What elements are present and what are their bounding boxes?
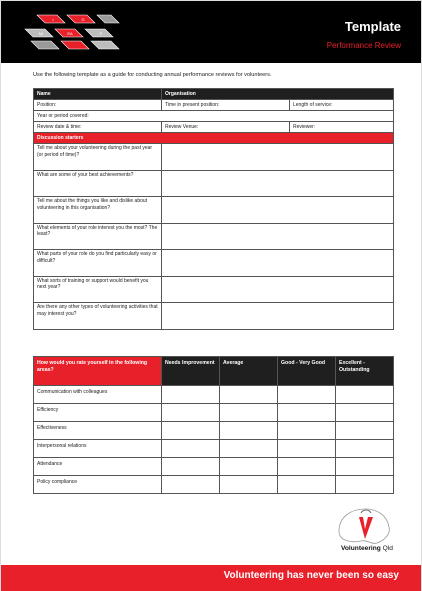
organisation-header[interactable]: Organisation	[162, 89, 394, 100]
header-bar	[1, 1, 421, 63]
question-row	[34, 197, 394, 224]
question-label: Are there any other types of volunteering activities that may interest you?	[34, 303, 162, 330]
rating-area-label: Attendance	[34, 458, 162, 476]
rating-cell[interactable]	[162, 440, 220, 458]
time-in-position-field[interactable]: Time in present position:	[162, 100, 290, 111]
answer-field[interactable]	[162, 250, 394, 277]
rating-cell[interactable]	[220, 440, 278, 458]
rating-cell[interactable]	[336, 476, 394, 494]
good-very-good-header: Good - Very Good	[278, 357, 336, 386]
footer-bar	[1, 565, 421, 591]
excellent-outstanding-header: Excellent - Outstanding	[336, 357, 394, 386]
question-label: What parts of your role do you find particularly easy or difficult?	[34, 250, 162, 277]
question-row	[34, 223, 394, 250]
intro-text: Use the following template as a guide for conducting annual performance reviews for volunteers.	[33, 72, 272, 78]
rating-table	[33, 356, 393, 494]
question-label: What elements of your role interest you the most? The least?	[34, 223, 162, 250]
rating-cell[interactable]	[220, 476, 278, 494]
rating-cell[interactable]	[220, 422, 278, 440]
rating-cell[interactable]	[278, 440, 336, 458]
rating-cell[interactable]	[162, 404, 220, 422]
organisation-logo	[15, 7, 125, 59]
rating-area-label: Efficiency	[34, 404, 162, 422]
rating-cell[interactable]	[278, 458, 336, 476]
rating-cell[interactable]	[162, 476, 220, 494]
answer-field[interactable]	[162, 144, 394, 171]
details-table	[33, 88, 393, 330]
logo-letter: EA	[67, 31, 73, 36]
table-row	[34, 111, 394, 122]
answer-field[interactable]	[162, 197, 394, 224]
logo-letter: I	[52, 17, 54, 22]
rating-cell[interactable]	[278, 476, 336, 494]
rating-cell[interactable]	[336, 386, 394, 404]
logo-letter: G	[81, 17, 85, 22]
length-of-service-field[interactable]: Length of service:	[290, 100, 394, 111]
rating-cell[interactable]	[162, 458, 220, 476]
question-label: What sorts of training or support would benefit you next year?	[34, 276, 162, 303]
rating-cell[interactable]	[278, 422, 336, 440]
rating-cell[interactable]	[162, 386, 220, 404]
year-covered-field[interactable]: Year or period covered:	[34, 111, 394, 122]
review-venue-field[interactable]: Review Venue:	[162, 122, 290, 133]
answer-field[interactable]	[162, 303, 394, 330]
rating-area-label: Effectiveness	[34, 422, 162, 440]
question-label: What are some of your best achievements?	[34, 170, 162, 197]
rating-cell[interactable]	[220, 404, 278, 422]
rating-row	[34, 404, 394, 422]
average-header: Average	[220, 357, 278, 386]
rating-header-row	[34, 357, 394, 386]
needs-improvement-header: Needs Improvement	[162, 357, 220, 386]
table-header-row	[34, 89, 394, 100]
question-row	[34, 144, 394, 171]
rating-row	[34, 386, 394, 404]
rating-row	[34, 440, 394, 458]
rating-cell[interactable]	[220, 458, 278, 476]
table-row	[34, 122, 394, 133]
question-label: Tell me about your volunteering during the past year (or period of time)?	[34, 144, 162, 171]
discussion-starters-heading: Discussion starters	[34, 133, 394, 144]
template-subtitle: Performance Review	[326, 41, 401, 50]
volunteering-qld-wordmark	[341, 545, 393, 552]
rating-cell[interactable]	[162, 422, 220, 440]
reviewer-field[interactable]: Reviewer:	[290, 122, 394, 133]
logo-letter: P	[99, 31, 103, 36]
brand-state: Qld	[382, 545, 393, 552]
question-row	[34, 276, 394, 303]
rating-cell[interactable]	[278, 404, 336, 422]
rating-row	[34, 422, 394, 440]
question-label: Tell me about the things you like and dislike about volunteering in this organisation?	[34, 197, 162, 224]
rating-cell[interactable]	[336, 458, 394, 476]
answer-field[interactable]	[162, 276, 394, 303]
rating-cell[interactable]	[336, 422, 394, 440]
rating-area-label: Communication with colleagues	[34, 386, 162, 404]
rating-area-label: Policy compliance	[34, 476, 162, 494]
question-row	[34, 250, 394, 277]
rating-question-header: How would you rate yourself in the following areas?	[34, 357, 162, 386]
review-date-field[interactable]: Review date & time:	[34, 122, 162, 133]
logo-letter: MI	[38, 31, 44, 36]
table-row	[34, 100, 394, 111]
name-header[interactable]: Name	[34, 89, 162, 100]
answer-field[interactable]	[162, 170, 394, 197]
rating-cell[interactable]	[220, 386, 278, 404]
rating-cell[interactable]	[336, 440, 394, 458]
question-row	[34, 303, 394, 330]
question-row	[34, 170, 394, 197]
position-field[interactable]: Position:	[34, 100, 162, 111]
footer-tagline: Volunteering has never been so easy	[223, 570, 399, 581]
rating-cell[interactable]	[336, 404, 394, 422]
brand-name: Volunteering	[341, 545, 381, 552]
rating-row	[34, 476, 394, 494]
template-title: Template	[344, 19, 401, 34]
rating-cell[interactable]	[278, 386, 336, 404]
rating-row	[34, 458, 394, 476]
section-header-row	[34, 133, 394, 144]
rating-area-label: Interpersonal relations	[34, 440, 162, 458]
answer-field[interactable]	[162, 223, 394, 250]
